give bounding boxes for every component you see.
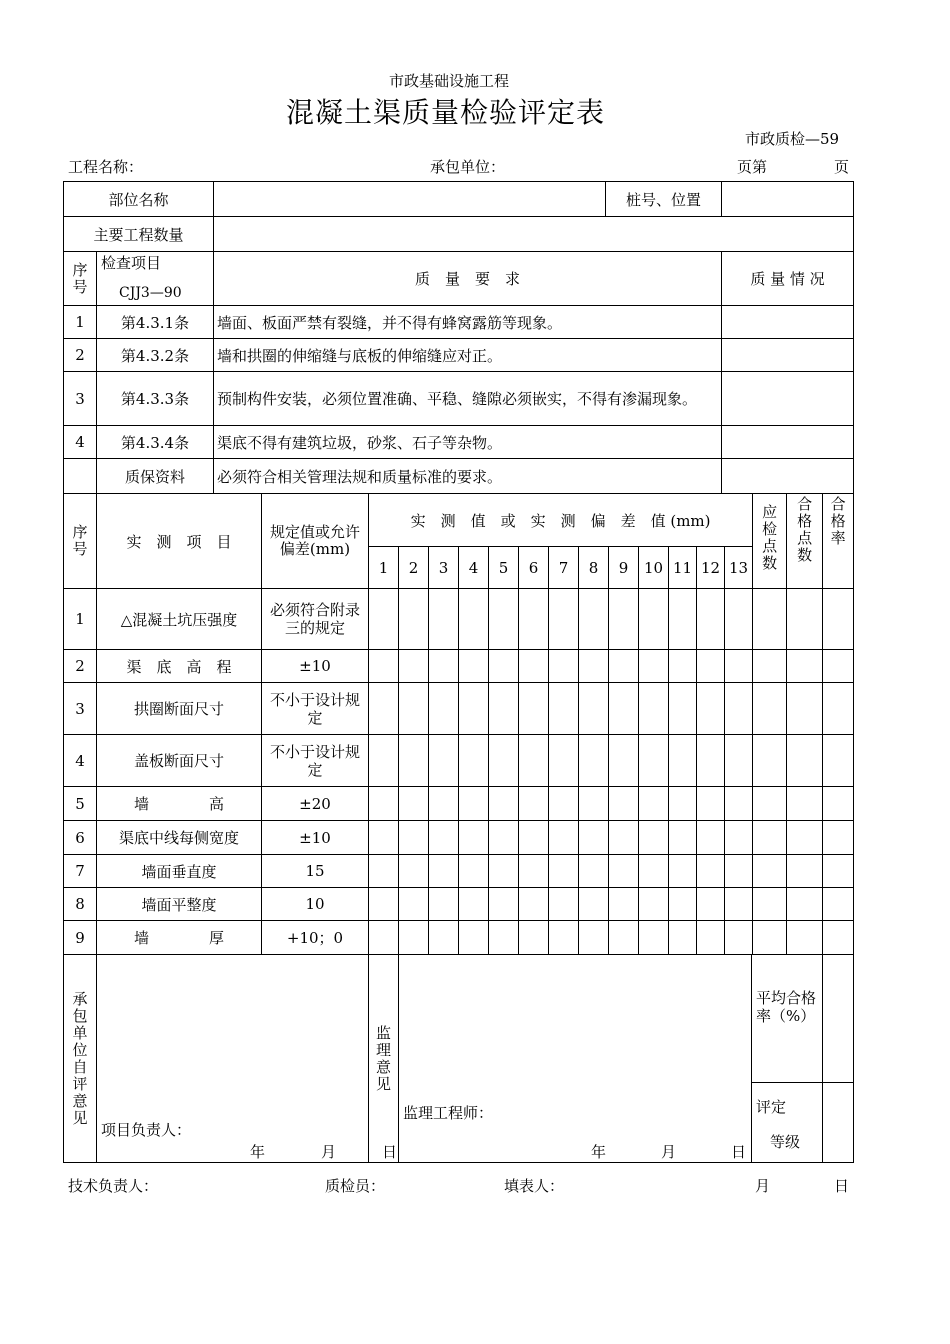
part-name-label: 部位名称 [64, 182, 214, 217]
req-clause: 质保资料 [97, 459, 214, 494]
measure-value-cell[interactable] [459, 921, 489, 955]
requirement-row [64, 426, 854, 459]
measure-value-cell[interactable] [429, 735, 459, 787]
req-text: 预制构件安装，必须位置准确、平稳、缝隙必须嵌实，不得有渗漏现象。 [214, 372, 722, 426]
value-col-header: 8 [579, 547, 609, 589]
measure-item: 渠底中线每侧宽度 [97, 821, 262, 855]
value-col-header: 12 [697, 547, 725, 589]
pass-rate-cell[interactable] [823, 888, 854, 921]
standard-code: CJJ3—90 [119, 285, 182, 301]
measure-row [64, 888, 854, 921]
supervisor-opinion-label: 监理意见 [375, 1023, 391, 1093]
measurement-table [63, 493, 854, 955]
measure-value-cell[interactable] [429, 650, 459, 683]
value-col-header: 7 [549, 547, 579, 589]
pass-rate-cell[interactable] [823, 855, 854, 888]
measure-value-cell[interactable] [639, 650, 669, 683]
measure-tolerance: 必须符合附录三的规定 [262, 589, 369, 650]
measure-value-cell[interactable] [459, 735, 489, 787]
measure-value-cell[interactable] [579, 888, 609, 921]
measure-value-cell[interactable] [429, 921, 459, 955]
measure-value-cell[interactable] [519, 921, 549, 955]
pass-points-cell[interactable] [787, 821, 823, 855]
measure-value-cell[interactable] [369, 787, 399, 821]
pass-points-cell[interactable] [787, 683, 823, 735]
measure-value-cell[interactable] [519, 589, 549, 650]
pass-points-cell[interactable] [787, 650, 823, 683]
measure-value-cell[interactable] [519, 650, 549, 683]
measure-value-cell[interactable] [669, 888, 697, 921]
measure-value-cell[interactable] [579, 683, 609, 735]
measure-value-cell[interactable] [725, 787, 753, 821]
should-check-cell[interactable] [753, 921, 787, 955]
measure-value-cell[interactable] [669, 683, 697, 735]
measure-value-cell[interactable] [697, 921, 725, 955]
should-check-cell[interactable] [753, 735, 787, 787]
requirement-row [64, 339, 854, 372]
measure-no: 4 [64, 735, 97, 787]
quality-requirement-header: 质 量 要 求 [214, 252, 722, 306]
measure-value-cell[interactable] [369, 589, 399, 650]
measure-value-cell[interactable] [609, 650, 639, 683]
measure-value-cell[interactable] [725, 589, 753, 650]
measure-value-cell[interactable] [489, 888, 519, 921]
measure-value-cell[interactable] [697, 888, 725, 921]
grade-label: 等级 [770, 1133, 801, 1151]
measure-value-cell[interactable] [549, 888, 579, 921]
measure-value-cell[interactable] [579, 855, 609, 888]
measure-value-cell[interactable] [489, 683, 519, 735]
measure-value-cell[interactable] [639, 683, 669, 735]
measure-value-cell[interactable] [369, 735, 399, 787]
measure-no: 1 [64, 589, 97, 650]
pass-rate-cell[interactable] [823, 921, 854, 955]
pass-points-cell[interactable] [787, 589, 823, 650]
measure-value-cell[interactable] [399, 821, 429, 855]
measure-value-cell[interactable] [519, 787, 549, 821]
req-status[interactable] [722, 372, 854, 426]
measure-tolerance: ±10 [262, 821, 369, 855]
measure-value-cell[interactable] [399, 683, 429, 735]
grade-value[interactable] [823, 1083, 854, 1163]
measure-value-cell[interactable] [697, 589, 725, 650]
req-no: 4 [64, 426, 97, 459]
measure-value-cell[interactable] [429, 683, 459, 735]
measure-row [64, 821, 854, 855]
pass-rate-cell[interactable] [823, 787, 854, 821]
measure-value-cell[interactable] [399, 787, 429, 821]
measure-value-cell[interactable] [459, 821, 489, 855]
value-col-header: 13 [725, 547, 753, 589]
page-suffix: 页 [834, 158, 850, 176]
measure-value-cell[interactable] [697, 735, 725, 787]
measure-item: 墙 高 [97, 787, 262, 821]
page-title: 混凝土渠质量检验评定表 [286, 96, 606, 129]
contractor-opinion-label: 承包单位自评意见 [72, 989, 88, 1127]
req-text: 墙和拱圈的伸缩缝与底板的伸缩缝应对正。 [214, 339, 722, 372]
measure-row [64, 683, 854, 735]
m-item-header: 实 测 项 目 [97, 494, 262, 589]
measure-item: 拱圈断面尺寸 [97, 683, 262, 735]
measure-value-cell[interactable] [669, 787, 697, 821]
req-no [64, 459, 97, 494]
measure-value-cell[interactable] [579, 735, 609, 787]
measure-no: 5 [64, 787, 97, 821]
m-pass-points-header: 合格点数 [797, 495, 813, 564]
measure-value-cell[interactable] [459, 787, 489, 821]
measure-value-cell[interactable] [489, 787, 519, 821]
value-col-header: 11 [669, 547, 697, 589]
measure-value-cell[interactable] [639, 787, 669, 821]
main-quantity-label: 主要工程数量 [64, 217, 214, 252]
quality-status-header: 质 量 情 况 [722, 252, 854, 306]
measure-value-cell[interactable] [549, 683, 579, 735]
measure-row [64, 735, 854, 787]
measure-value-cell[interactable] [429, 888, 459, 921]
form-code: 市政质检—59 [745, 130, 840, 148]
req-text: 墙面、板面严禁有裂缝，并不得有蜂窝露筋等现象。 [214, 306, 722, 339]
measure-value-cell[interactable] [725, 855, 753, 888]
measure-value-cell[interactable] [669, 855, 697, 888]
measure-value-cell[interactable] [429, 589, 459, 650]
seq-header: 序号 [72, 260, 88, 296]
measure-value-cell[interactable] [489, 921, 519, 955]
measure-value-cell[interactable] [579, 821, 609, 855]
measure-value-cell[interactable] [369, 855, 399, 888]
measure-value-cell[interactable] [369, 683, 399, 735]
value-col-header: 3 [429, 547, 459, 589]
project-manager-label: 项目负责人： [101, 1121, 192, 1139]
measure-value-cell[interactable] [519, 735, 549, 787]
measure-value-cell[interactable] [549, 855, 579, 888]
station-value[interactable] [722, 182, 854, 217]
measure-item: 墙面垂直度 [97, 855, 262, 888]
value-col-header: 2 [399, 547, 429, 589]
measure-value-cell[interactable] [579, 650, 609, 683]
value-col-header: 9 [609, 547, 639, 589]
value-col-header: 10 [639, 547, 669, 589]
measure-value-cell[interactable] [429, 855, 459, 888]
measure-value-cell[interactable] [579, 787, 609, 821]
tech-lead-label: 技术负责人： [68, 1177, 159, 1195]
measure-value-cell[interactable] [697, 650, 725, 683]
req-no: 1 [64, 306, 97, 339]
measure-value-cell[interactable] [697, 787, 725, 821]
station-label: 桩号、位置 [606, 182, 722, 217]
req-text: 渠底不得有建筑垃圾，砂浆、石子等杂物。 [214, 426, 722, 459]
measure-value-cell[interactable] [609, 683, 639, 735]
req-status[interactable] [722, 426, 854, 459]
month-label: 月 [661, 1143, 677, 1161]
measure-value-cell[interactable] [725, 683, 753, 735]
measure-value-cell[interactable] [549, 735, 579, 787]
measure-row [64, 855, 854, 888]
measure-value-cell[interactable] [429, 787, 459, 821]
month-label: 月 [321, 1143, 337, 1161]
m-should-check-header: 应检点数 [762, 503, 778, 572]
measure-value-cell[interactable] [399, 589, 429, 650]
measure-value-cell[interactable] [549, 589, 579, 650]
measure-value-cell[interactable] [399, 650, 429, 683]
page-label: 页第 [737, 158, 768, 176]
measure-no: 6 [64, 821, 97, 855]
pass-rate-cell[interactable] [823, 683, 854, 735]
requirement-row [64, 372, 854, 426]
pass-rate-cell[interactable] [823, 589, 854, 650]
measure-value-cell[interactable] [369, 821, 399, 855]
measure-item: 墙 厚 [97, 921, 262, 955]
should-check-cell[interactable] [753, 787, 787, 821]
measure-value-cell[interactable] [697, 683, 725, 735]
m-tolerance-header: 规定值或允许偏差(mm) [262, 494, 369, 589]
measure-value-cell[interactable] [639, 735, 669, 787]
req-no: 2 [64, 339, 97, 372]
requirement-row [64, 459, 854, 494]
measure-value-cell[interactable] [609, 855, 639, 888]
avg-pass-rate-label: 平均合格率（%） [752, 955, 823, 1083]
pass-points-cell[interactable] [787, 888, 823, 921]
measure-value-cell[interactable] [725, 921, 753, 955]
measure-value-cell[interactable] [669, 735, 697, 787]
rating-label: 评定 [756, 1098, 787, 1116]
footer-day: 日 [834, 1177, 850, 1195]
measure-value-cell[interactable] [725, 888, 753, 921]
measure-value-cell[interactable] [369, 888, 399, 921]
measure-value-cell[interactable] [489, 855, 519, 888]
measure-item: △混凝土坑压强度 [97, 589, 262, 650]
value-col-header: 6 [519, 547, 549, 589]
measure-value-cell[interactable] [639, 921, 669, 955]
measure-value-cell[interactable] [399, 921, 429, 955]
main-quantity-value[interactable] [214, 217, 854, 252]
value-col-header: 5 [489, 547, 519, 589]
value-col-header: 4 [459, 547, 489, 589]
measure-value-cell[interactable] [609, 787, 639, 821]
subtitle: 市政基础设施工程 [389, 72, 510, 90]
check-item-header: 检查项目 [101, 254, 162, 272]
measure-value-cell[interactable] [669, 650, 697, 683]
measure-value-cell[interactable] [459, 683, 489, 735]
footer-month: 月 [755, 1177, 771, 1195]
measure-value-cell[interactable] [639, 821, 669, 855]
measure-no: 8 [64, 888, 97, 921]
pass-points-cell[interactable] [787, 855, 823, 888]
value-col-header: 1 [369, 547, 399, 589]
measure-row [64, 921, 854, 955]
requirements-table [63, 181, 854, 494]
year-label: 年 [250, 1143, 266, 1161]
measure-value-cell[interactable] [399, 735, 429, 787]
pass-points-cell[interactable] [787, 921, 823, 955]
day-label: 日 [382, 1143, 398, 1161]
measure-tolerance: 不小于设计规定 [262, 735, 369, 787]
project-name-label: 工程名称： [68, 158, 144, 176]
measure-value-cell[interactable] [519, 888, 549, 921]
pass-rate-cell[interactable] [823, 650, 854, 683]
measure-value-cell[interactable] [549, 821, 579, 855]
measure-value-cell[interactable] [609, 921, 639, 955]
measure-value-cell[interactable] [609, 735, 639, 787]
measure-value-cell[interactable] [549, 921, 579, 955]
supervisor-opinion-field[interactable] [399, 955, 752, 1163]
measure-tolerance: ±10 [262, 650, 369, 683]
measure-value-cell[interactable] [725, 821, 753, 855]
measure-row [64, 589, 854, 650]
should-check-cell[interactable] [753, 650, 787, 683]
measure-value-cell[interactable] [549, 650, 579, 683]
measure-value-cell[interactable] [725, 735, 753, 787]
pass-points-cell[interactable] [787, 735, 823, 787]
measure-row [64, 650, 854, 683]
measure-item: 墙面平整度 [97, 888, 262, 921]
filler-label: 填表人： [504, 1177, 565, 1195]
req-no: 3 [64, 372, 97, 426]
pass-rate-cell[interactable] [823, 821, 854, 855]
measure-tolerance: ±20 [262, 787, 369, 821]
measure-value-cell[interactable] [609, 589, 639, 650]
should-check-cell[interactable] [753, 821, 787, 855]
req-clause: 第4.3.1条 [97, 306, 214, 339]
measure-item: 盖板断面尺寸 [97, 735, 262, 787]
measure-tolerance: +10；0 [262, 921, 369, 955]
m-values-header: 实 测 值 或 实 测 偏 差 值 (mm) [369, 494, 753, 547]
measure-row [64, 787, 854, 821]
measure-value-cell[interactable] [489, 821, 519, 855]
measure-no: 9 [64, 921, 97, 955]
measure-value-cell[interactable] [549, 787, 579, 821]
measure-value-cell[interactable] [669, 921, 697, 955]
measure-value-cell[interactable] [697, 855, 725, 888]
year-label: 年 [591, 1143, 607, 1161]
should-check-cell[interactable] [753, 855, 787, 888]
measure-no: 3 [64, 683, 97, 735]
measure-item: 渠 底 高 程 [97, 650, 262, 683]
should-check-cell[interactable] [753, 888, 787, 921]
contractor-label: 承包单位： [430, 158, 506, 176]
measure-value-cell[interactable] [399, 888, 429, 921]
measure-value-cell[interactable] [519, 821, 549, 855]
measure-value-cell[interactable] [489, 650, 519, 683]
measure-value-cell[interactable] [669, 821, 697, 855]
avg-pass-rate-value[interactable] [823, 955, 854, 1083]
measure-value-cell[interactable] [489, 735, 519, 787]
measure-value-cell[interactable] [369, 921, 399, 955]
measure-value-cell[interactable] [519, 683, 549, 735]
measure-value-cell[interactable] [609, 888, 639, 921]
measure-value-cell[interactable] [399, 855, 429, 888]
measure-value-cell[interactable] [459, 650, 489, 683]
m-seq-header: 序号 [72, 523, 88, 558]
part-name-value[interactable] [214, 182, 606, 217]
day-label: 日 [731, 1143, 747, 1161]
measure-value-cell[interactable] [639, 589, 669, 650]
measure-no: 2 [64, 650, 97, 683]
m-pass-rate-header: 合格率 [830, 495, 846, 547]
inspector-label: 质检员： [325, 1177, 386, 1195]
supervisor-engineer-label: 监理工程师： [403, 1104, 494, 1122]
measure-value-cell[interactable] [579, 589, 609, 650]
measure-value-cell[interactable] [459, 888, 489, 921]
measure-value-cell[interactable] [369, 650, 399, 683]
req-status[interactable] [722, 306, 854, 339]
measure-value-cell[interactable] [579, 921, 609, 955]
req-status[interactable] [722, 339, 854, 372]
opinion-table [63, 954, 854, 1163]
pass-rate-cell[interactable] [823, 735, 854, 787]
measure-value-cell[interactable] [489, 589, 519, 650]
req-clause: 第4.3.4条 [97, 426, 214, 459]
req-clause: 第4.3.2条 [97, 339, 214, 372]
req-status[interactable] [722, 459, 854, 494]
measure-value-cell[interactable] [519, 855, 549, 888]
measure-no: 7 [64, 855, 97, 888]
req-text: 必须符合相关管理法规和质量标准的要求。 [214, 459, 722, 494]
measure-tolerance: 15 [262, 855, 369, 888]
measure-value-cell[interactable] [639, 855, 669, 888]
measure-value-cell[interactable] [429, 821, 459, 855]
pass-points-cell[interactable] [787, 787, 823, 821]
measure-value-cell[interactable] [609, 821, 639, 855]
should-check-cell[interactable] [753, 683, 787, 735]
should-check-cell[interactable] [753, 589, 787, 650]
measure-value-cell[interactable] [459, 855, 489, 888]
requirement-row [64, 306, 854, 339]
measure-value-cell[interactable] [725, 650, 753, 683]
measure-value-cell[interactable] [459, 589, 489, 650]
measure-tolerance: 10 [262, 888, 369, 921]
measure-tolerance: 不小于设计规定 [262, 683, 369, 735]
req-clause: 第4.3.3条 [97, 372, 214, 426]
measure-value-cell[interactable] [669, 589, 697, 650]
measure-value-cell[interactable] [639, 888, 669, 921]
measure-value-cell[interactable] [697, 821, 725, 855]
